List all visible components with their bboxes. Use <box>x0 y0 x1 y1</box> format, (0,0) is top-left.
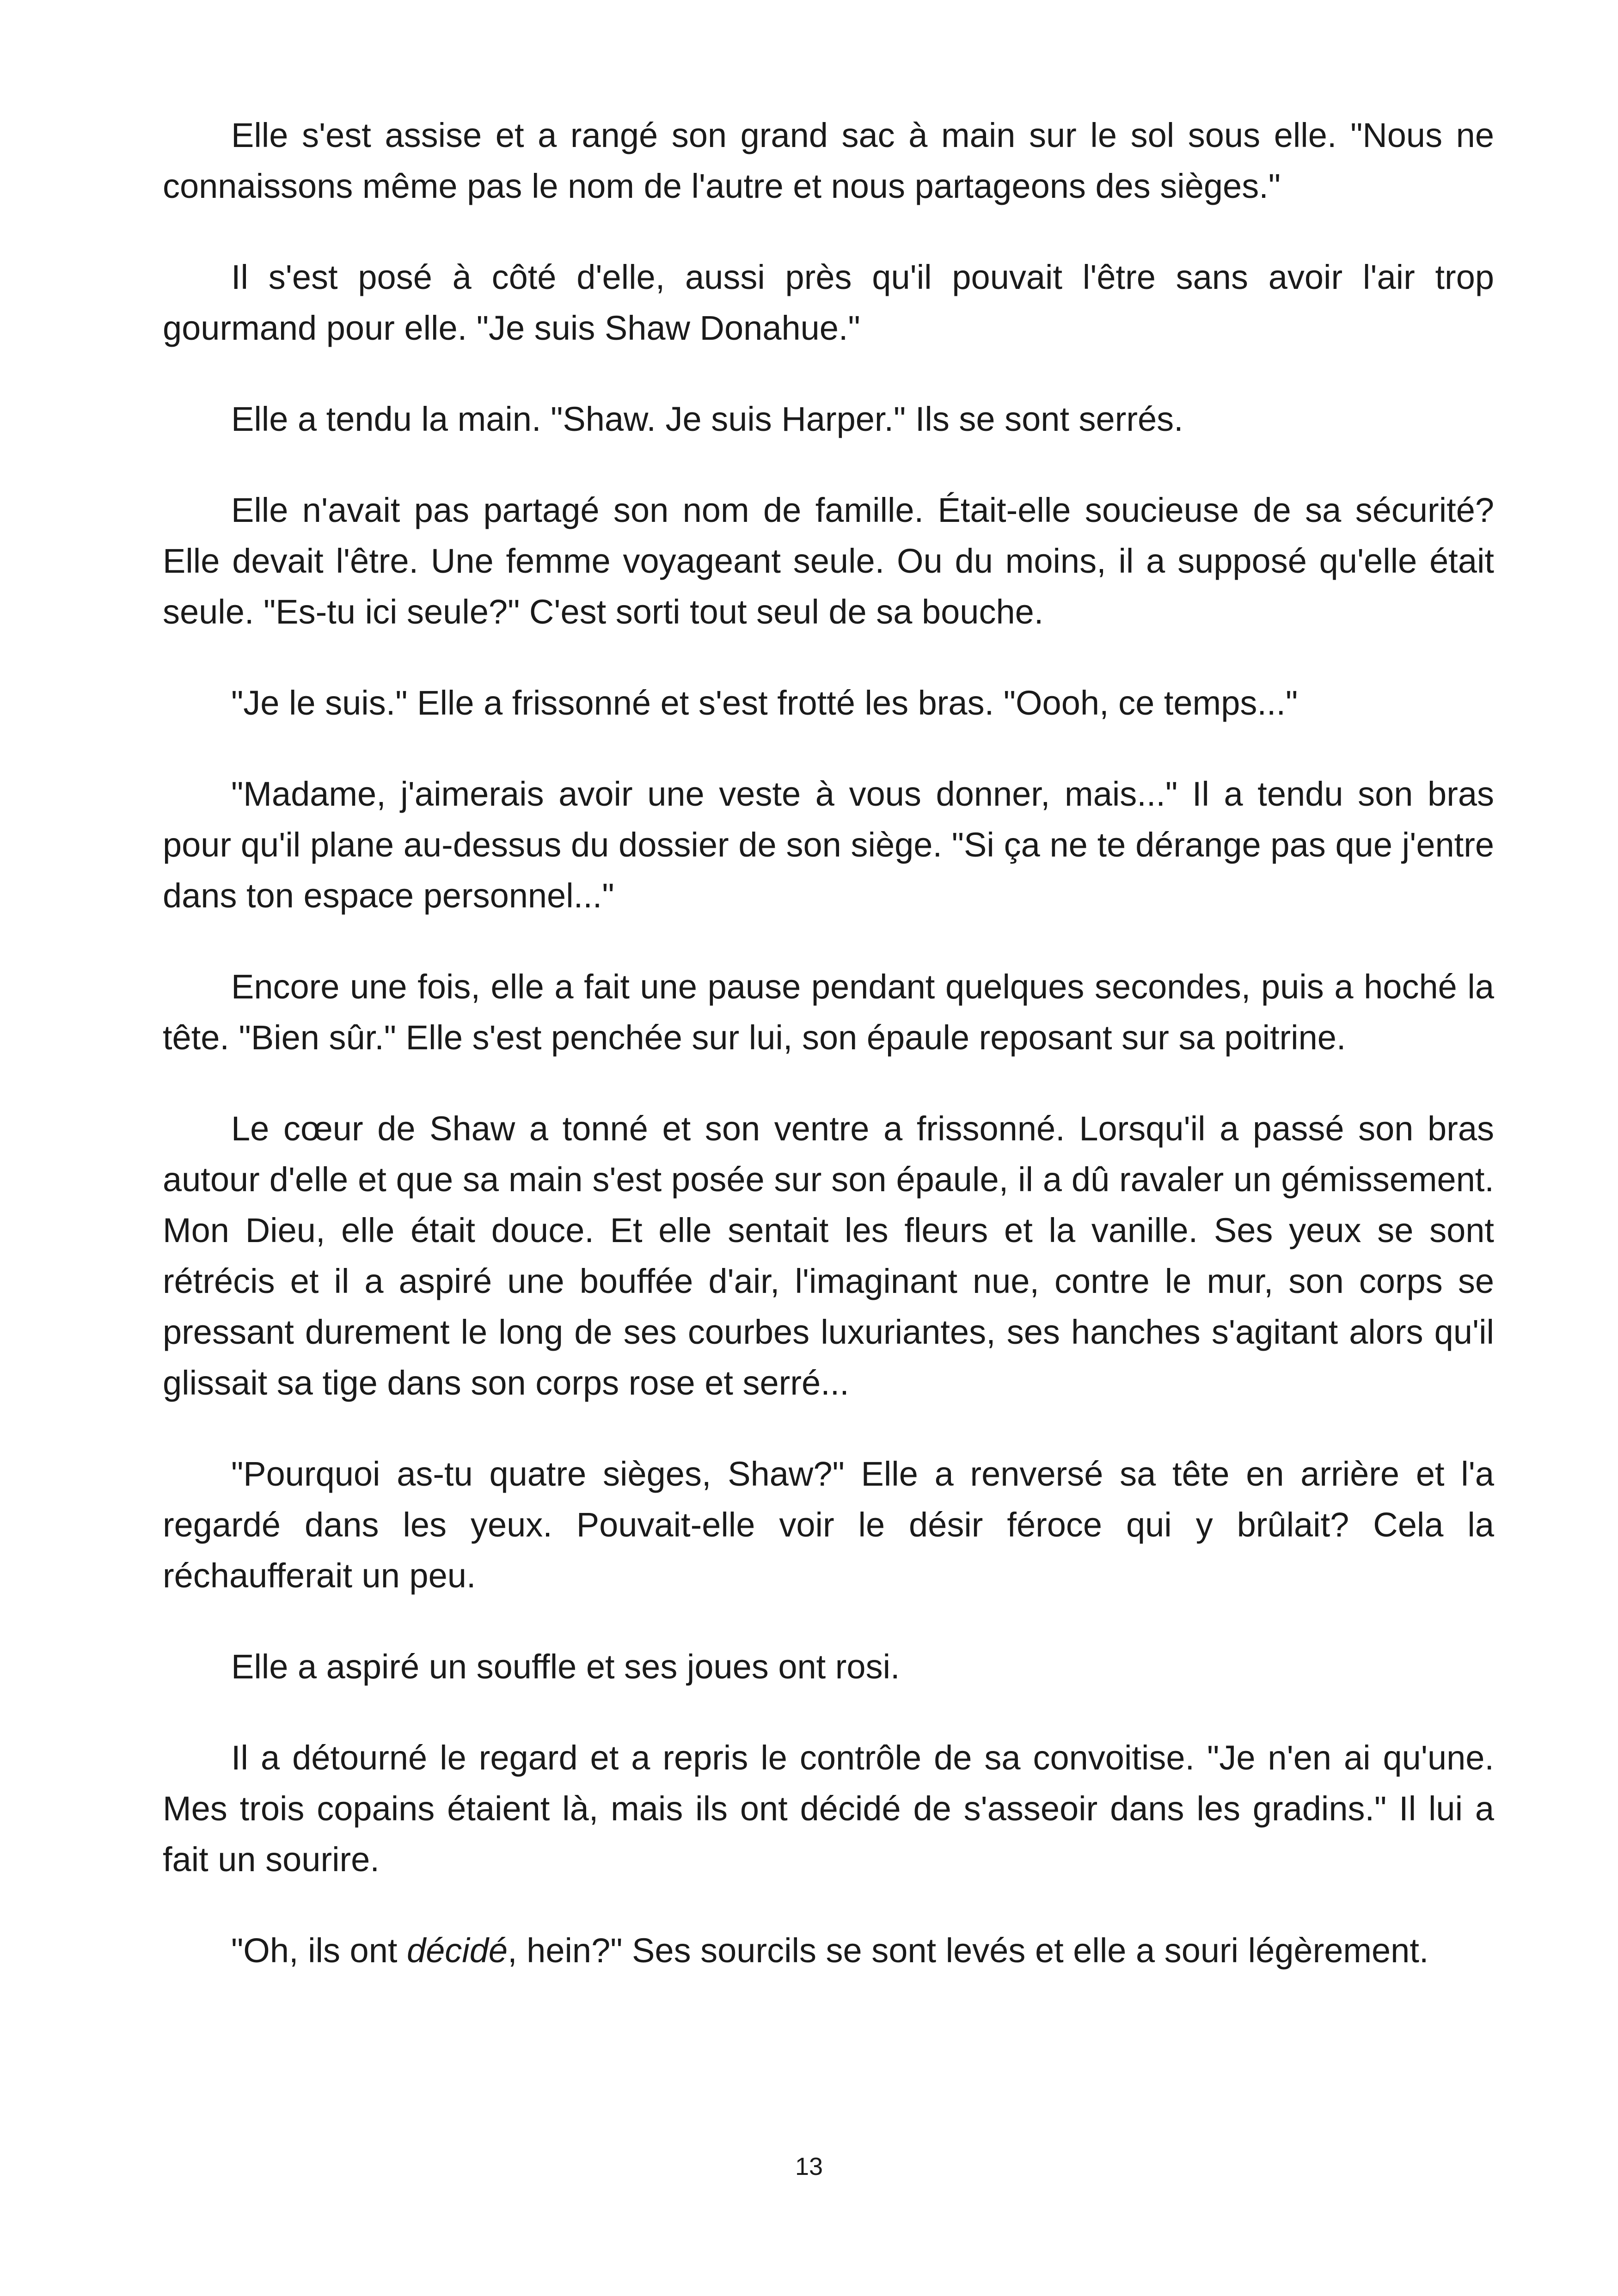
paragraph: Elle s'est assise et a rangé son grand sac à main sur le sol sous elle. "Nous ne connaissons même pas le nom de l'autre et nous partageons des sièges." <box>163 116 1494 205</box>
body-text <box>163 110 1494 2016</box>
paragraph: Il s'est posé à côté d'elle, aussi près qu'il pouvait l'être sans avoir l'air trop gourmand pour elle. "Je suis Shaw Donahue." <box>163 258 1494 347</box>
paragraph: Elle a tendu la main. "Shaw. Je suis Harper." Ils se sont serrés. <box>231 400 1183 438</box>
paragraph: "Pourquoi as-tu quatre sièges, Shaw?" Elle a renversé sa tête en arrière et l'a regardé dans les yeux. Pouvait-elle voir le désir féroce qui y brûlait? Cela la réchaufferait un peu. <box>163 1455 1494 1595</box>
paragraph: Elle a aspiré un souffle et ses joues ont rosi. <box>231 1647 900 1686</box>
page-number: 13 <box>795 2153 823 2180</box>
paragraph: Le cœur de Shaw a tonné et son ventre a frissonné. Lorsqu'il a passé son bras autour d'elle et que sa main s'est posée sur son épaule, il a dû ravaler un gémissement. Mon Dieu, elle était douce. Et elle sentait les fleurs et la vanille. Ses yeux se sont rétrécis et il a aspiré une bouffée d'air, l'imaginant nue, contre le mur, son corps se pressant durement le long de ses courbes luxuriantes, ses hanches s'agitant alors qu'il glissait sa tige dans son corps rose et serré... <box>163 1109 1494 1402</box>
paragraph: "Madame, j'aimerais avoir une veste à vous donner, mais..." Il a tendu son bras pour qu'il plane au-dessus du dossier de son siège. "Si ça ne te dérange pas que j'entre dans ton espace personnel..." <box>163 775 1494 915</box>
paragraph-last <box>163 1925 1494 1976</box>
paragraph: Encore une fois, elle a fait une pause pendant quelques secondes, puis a hoché la tête. "Bien sûr." Elle s'est penchée sur lui, son épaule reposant sur sa poitrine. <box>163 967 1494 1057</box>
paragraph: "Je le suis." Elle a frissonné et s'est frotté les bras. "Oooh, ce temps..." <box>231 684 1298 722</box>
emphasized-word: décidé <box>406 1931 508 1970</box>
paragraph: Elle n'avait pas partagé son nom de famille. Était-elle soucieuse de sa sécurité? Elle devait l'être. Une femme voyageant seule. Ou du moins, il a supposé qu'elle était seule. "Es-tu ici seule?" C'est sorti tout seul de sa bouche. <box>163 491 1494 631</box>
paragraph: Il a détourné le regard et a repris le contrôle de sa convoitise. "Je n'en ai qu'une. Mes trois copains étaient là, mais ils ont décidé de s'asseoir dans les gradins." Il lui a fait un sourire. <box>163 1739 1494 1879</box>
paragraph-text-after: , hein?" Ses sourcils se sont levés et elle a souri légèrement. <box>508 1931 1429 1970</box>
paragraph-text-before: "Oh, ils ont <box>231 1931 407 1970</box>
